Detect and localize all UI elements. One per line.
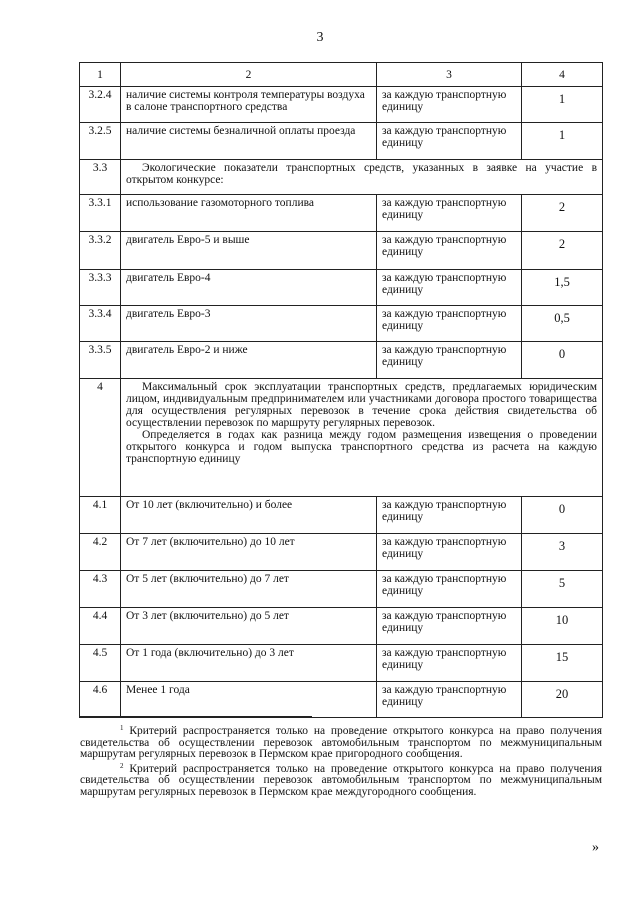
unit-text: за каждую транспортную единицу <box>377 534 522 571</box>
unit-text: за каждую транспортную единицу <box>377 497 522 534</box>
footnote-separator <box>80 716 312 717</box>
row-number: 4.1 <box>80 497 121 534</box>
row-number: 3.2.5 <box>80 123 121 160</box>
criterion-text: От 10 лет (включительно) и более <box>121 497 377 534</box>
table-row <box>80 608 603 645</box>
points-value: 1 <box>522 123 603 160</box>
table-row <box>80 497 603 534</box>
header-cell: 1 <box>80 63 121 87</box>
table-header-row <box>80 63 603 87</box>
unit-text: за каждую транспортную единицу <box>377 682 522 718</box>
section-text: Экологические показатели транспортных средств, указанных в заявке на участие в открытом конкурсе: <box>121 160 603 195</box>
points-value: 20 <box>522 682 603 718</box>
table-row <box>80 270 603 306</box>
row-number: 4.5 <box>80 645 121 682</box>
points-value: 1 <box>522 87 603 123</box>
points-value: 10 <box>522 608 603 645</box>
unit-text: за каждую транспортную единицу <box>377 232 522 270</box>
criterion-text: От 5 лет (включительно) до 7 лет <box>121 571 377 608</box>
criterion-text: От 1 года (включительно) до 3 лет <box>121 645 377 682</box>
footnote-mark: 1 <box>120 724 124 732</box>
table-row <box>80 232 603 270</box>
row-number: 3.2.4 <box>80 87 121 123</box>
footnote <box>80 761 602 799</box>
criterion-text: двигатель Евро-3 <box>121 306 377 342</box>
row-number: 4 <box>80 379 121 497</box>
criterion-text: Менее 1 года <box>121 682 377 718</box>
table-row <box>80 645 603 682</box>
points-value: 0,5 <box>522 306 603 342</box>
footnote-mark: 2 <box>120 761 124 770</box>
points-value: 3 <box>522 534 603 571</box>
unit-text: за каждую транспортную единицу <box>377 608 522 645</box>
points-value: 0 <box>522 342 603 379</box>
row-number: 3.3.1 <box>80 195 121 232</box>
criterion-text: использование газомоторного топлива <box>121 195 377 232</box>
header-cell: 3 <box>377 63 522 87</box>
points-value: 0 <box>522 497 603 534</box>
points-value: 2 <box>522 195 603 232</box>
criterion-text: От 3 лет (включительно) до 5 лет <box>121 608 377 645</box>
criterion-text: двигатель Евро-2 и ниже <box>121 342 377 379</box>
table-row <box>80 306 603 342</box>
table-row <box>80 534 603 571</box>
points-value: 5 <box>522 571 603 608</box>
unit-text: за каждую транспортную единицу <box>377 270 522 306</box>
row-number: 3.3.3 <box>80 270 121 306</box>
table-row-section <box>80 160 603 195</box>
criterion-text: От 7 лет (включительно) до 10 лет <box>121 534 377 571</box>
criteria-table <box>79 62 603 718</box>
unit-text: за каждую транспортную единицу <box>377 123 522 160</box>
criterion-text: наличие системы контроля температуры воздуха в салоне транспортного средства <box>121 87 377 123</box>
header-cell: 4 <box>522 63 603 87</box>
unit-text: за каждую транспортную единицу <box>377 571 522 608</box>
row-number: 3.3 <box>80 160 121 195</box>
closing-quote-mark: » <box>592 840 599 855</box>
table-row <box>80 87 603 123</box>
table-row <box>80 342 603 379</box>
page-number: 3 <box>316 30 324 45</box>
unit-text: за каждую транспортную единицу <box>377 87 522 123</box>
table-row <box>80 123 603 160</box>
row-number: 4.2 <box>80 534 121 571</box>
footnote-text: Критерий распространяется только на проведение открытого конкурса на право получения свидетельства об осуществлении перевозок автомобильным транспортом по межмуниципальным маршрутам регулярных перевозок в Пермском крае пригородного сообщения. <box>80 725 603 761</box>
criterion-text: двигатель Евро-4 <box>121 270 377 306</box>
header-cell: 2 <box>121 63 377 87</box>
points-value: 15 <box>522 645 603 682</box>
table-row <box>80 571 603 608</box>
table-row-section <box>80 379 603 497</box>
table-row <box>80 195 603 232</box>
row-number: 4.6 <box>80 682 121 718</box>
section-paragraph: Определяется в годах как разница между годом размещения извещения о проведении открытого конкурса и годом выпуска транспортного средства из расчета на каждую транспортную единицу <box>126 429 597 465</box>
row-number: 4.3 <box>80 571 121 608</box>
criterion-text: наличие системы безналичной оплаты проезда <box>121 123 377 160</box>
row-number: 3.3.4 <box>80 306 121 342</box>
unit-text: за каждую транспортную единицу <box>377 645 522 682</box>
unit-text: за каждую транспортную единицу <box>377 342 522 379</box>
unit-text: за каждую транспортную единицу <box>377 306 522 342</box>
footnote <box>80 723 602 761</box>
section-paragraph: Максимальный срок эксплуатации транспортных средств, предлагаемых юридическим лицом, индивидуальным предпринимателем или участниками договора простого товарищества для осуществления регулярных перевозок в течение срока действия свидетельства об осуществлении перевозок по маршруту регулярных перевозок. <box>126 381 597 429</box>
footnotes <box>80 723 602 799</box>
row-number: 4.4 <box>80 608 121 645</box>
points-value: 1,5 <box>522 270 603 306</box>
criterion-text: двигатель Евро-5 и выше <box>121 232 377 270</box>
section-text <box>121 379 603 497</box>
row-number: 3.3.5 <box>80 342 121 379</box>
unit-text: за каждую транспортную единицу <box>377 195 522 232</box>
table-row <box>80 682 603 718</box>
row-number: 3.3.2 <box>80 232 121 270</box>
points-value: 2 <box>522 232 603 270</box>
footnote-text: Критерий распространяется только на проведение открытого конкурса на право получения свидетельства об осуществлении перевозок автомобильным транспортом по межмуниципальным маршрутам регулярных перевозок в Пермском крае междугородного сообщения. <box>80 762 603 798</box>
